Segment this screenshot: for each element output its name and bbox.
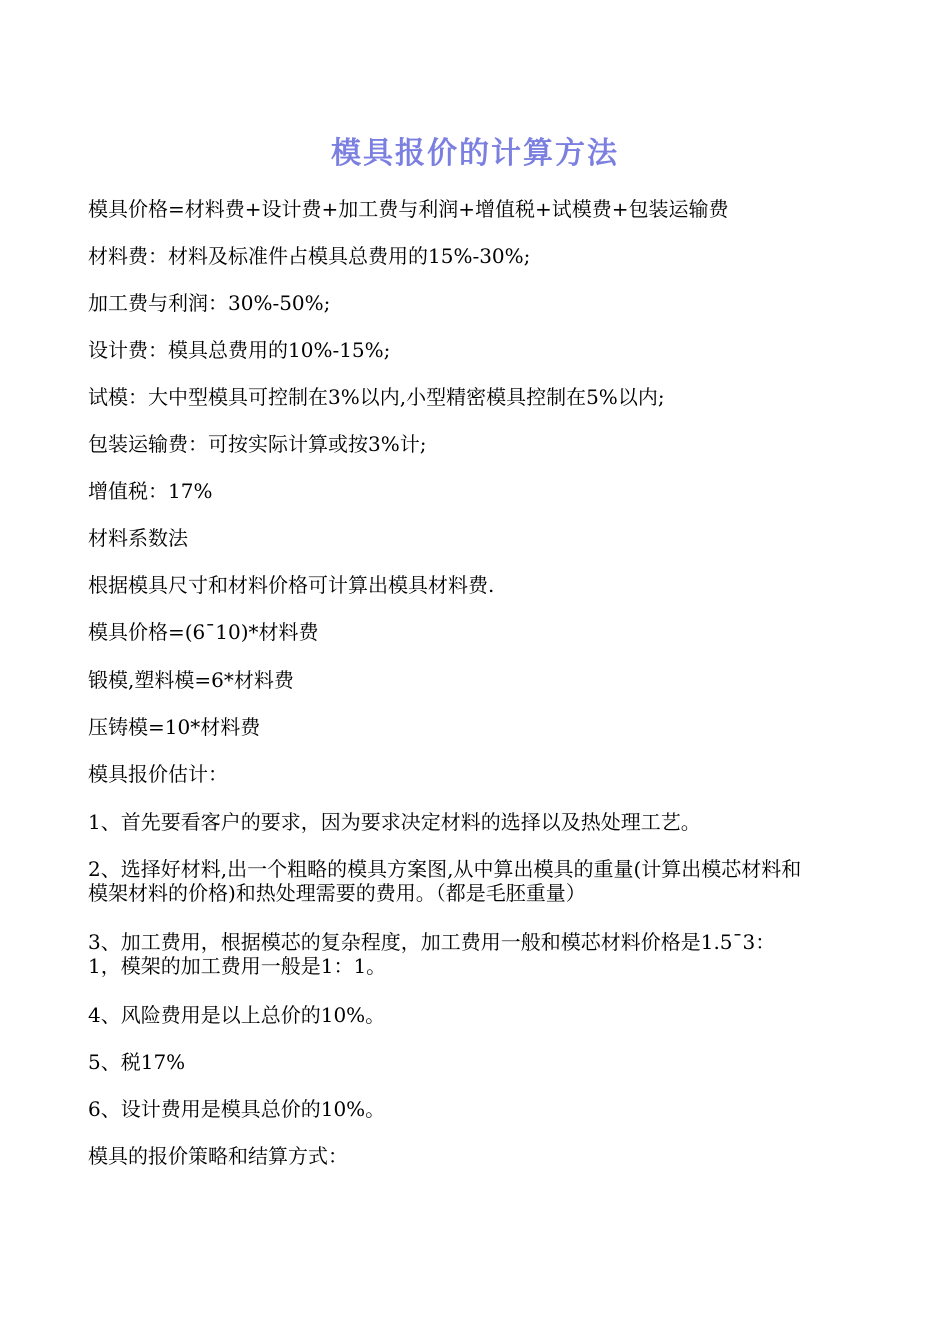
text-line: 材料系数法 — [88, 526, 188, 550]
text-line: 模具报价估计： — [88, 762, 228, 786]
text-line: 根据模具尺寸和材料价格可计算出模具材料费. — [88, 573, 495, 597]
text-paragraph: 3、加工费用，根据模芯的复杂程度，加工费用一般和模芯材料价格是1.5¯3：1，模架的加工费用一般是1：1。 — [88, 930, 776, 978]
text-line: 增值税：17% — [88, 479, 213, 503]
text-line: 包装运输费：可按实际计算或按3%计; — [88, 432, 427, 456]
text-line: 1、首先要看客户的要求，因为要求决定材料的选择以及热处理工艺。 — [88, 810, 701, 834]
text-line: 加工费与利润：30%-50%; — [88, 291, 331, 315]
text-line: 试模：大中型模具可控制在3%以内,小型精密模具控制在5%以内; — [88, 385, 665, 409]
text-line: 压铸模=10*材料费 — [88, 715, 261, 739]
text-line: 模具价格=(6¯10)*材料费 — [88, 620, 319, 644]
text-paragraph: 2、选择好材料,出一个粗略的模具方案图,从中算出模具的重量(计算出模芯材料和模架材料的价格)和热处理需要的费用。（都是毛胚重量） — [88, 857, 802, 905]
text-line: 模具的报价策略和结算方式： — [88, 1144, 348, 1168]
text-line: 4、风险费用是以上总价的10%。 — [88, 1003, 386, 1027]
document-title: 模具报价的计算方法 — [331, 136, 619, 171]
text-line: 模具价格=材料费+设计费+加工费与利润+增值税+试模费+包装运输费 — [88, 197, 729, 221]
text-line: 6、设计费用是模具总价的10%。 — [88, 1097, 386, 1121]
text-line: 5、税17% — [88, 1050, 186, 1074]
text-line: 设计费：模具总费用的10%-15%; — [88, 338, 391, 362]
text-line: 锻模,塑料模=6*材料费 — [88, 668, 294, 692]
text-line: 材料费：材料及标准件占模具总费用的15%-30%; — [88, 244, 531, 268]
